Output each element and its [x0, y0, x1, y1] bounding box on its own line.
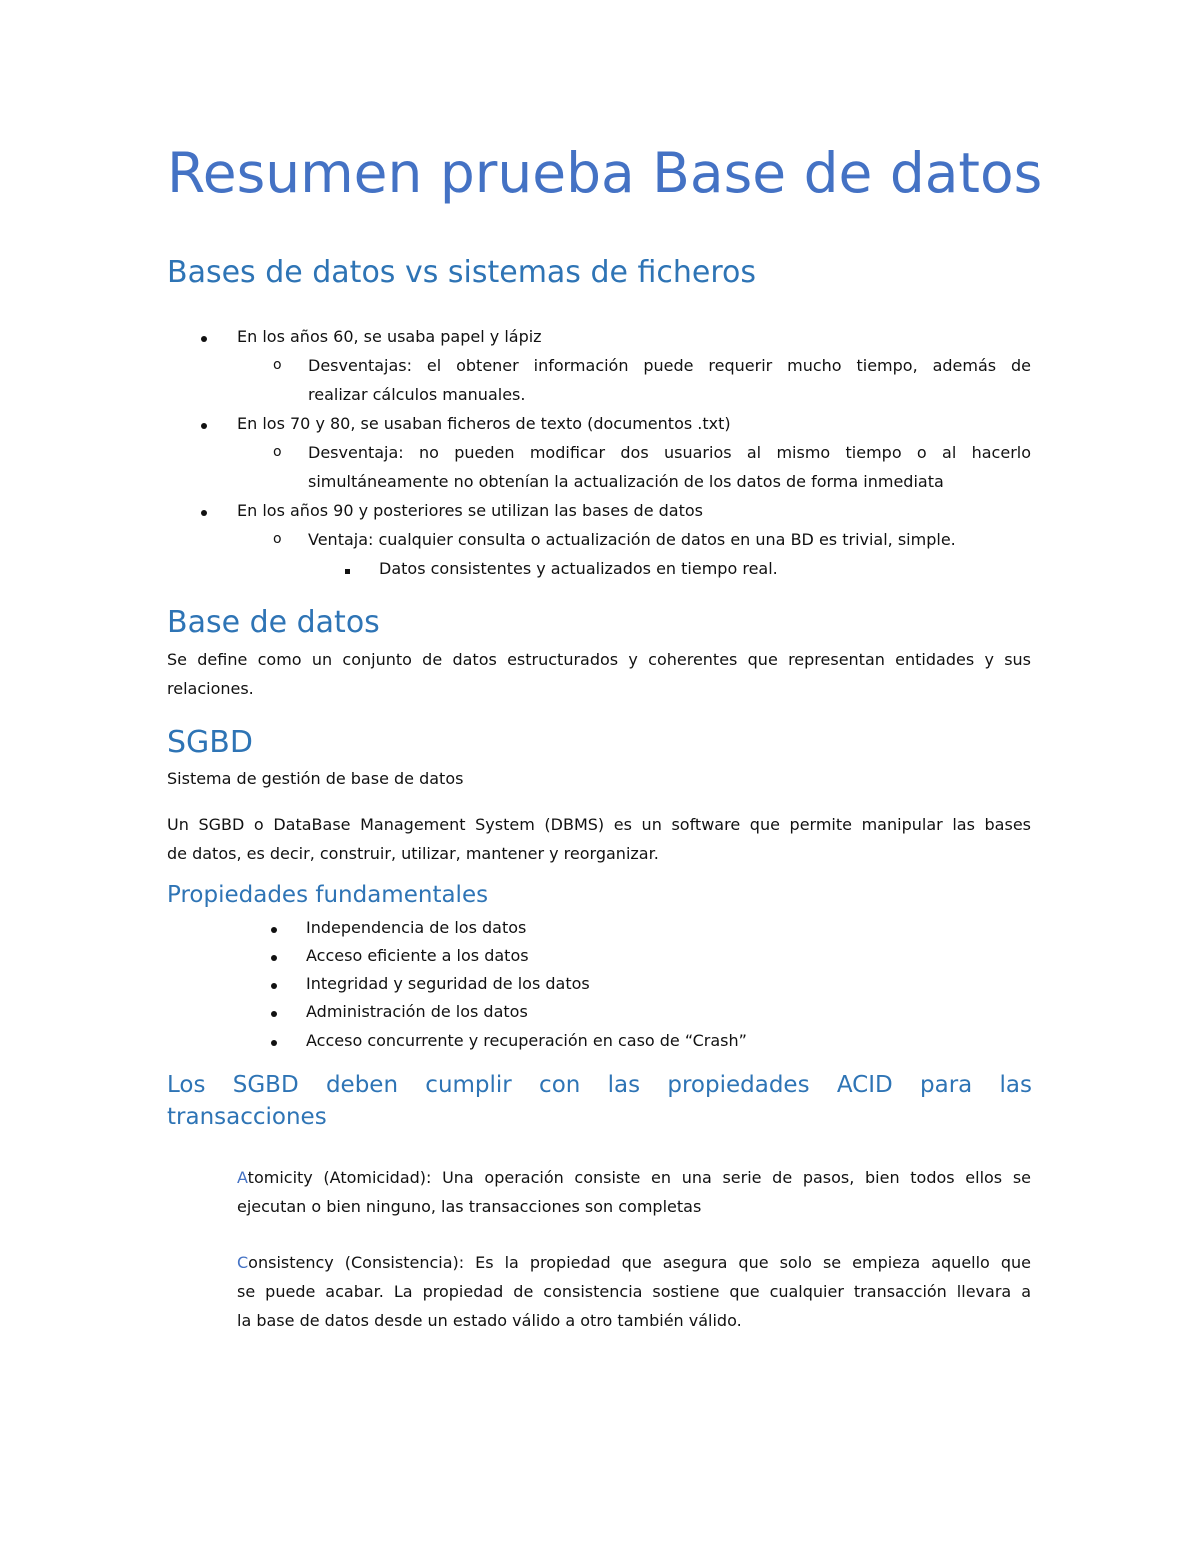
list-item: En los años 60, se usaba papel y lápiz — [237, 327, 542, 346]
heading-base-de-datos: Base de datos — [167, 605, 380, 640]
bullet-icon — [271, 997, 277, 1026]
property-item: Integridad y seguridad de los datos — [306, 974, 590, 993]
heading-acid: Los SGBD deben cumplir con las propiedades ACID para las — [167, 1072, 1032, 1098]
list-subitem-cont: simultáneamente no obtenían la actualización de los datos de forma inmediata — [308, 472, 944, 491]
sgbd-description: Un SGBD o DataBase Management System (DBMS) es un software que permite manipular las bases — [167, 815, 1031, 834]
definition-text-cont: relaciones. — [167, 679, 254, 698]
list-subsubitem: Datos consistentes y actualizados en tiempo real. — [379, 559, 778, 578]
bullet-icon — [271, 1026, 277, 1055]
bullet-icon — [271, 941, 277, 970]
list-subitem-cont: realizar cálculos manuales. — [308, 385, 526, 404]
bullet-icon — [201, 496, 207, 525]
bullet-icon — [271, 913, 277, 942]
circle-bullet-icon: o — [273, 444, 282, 460]
heading-sgbd: SGBD — [167, 725, 253, 760]
property-item: Acceso concurrente y recuperación en caso de “Crash” — [306, 1031, 747, 1050]
circle-bullet-icon: o — [273, 531, 282, 547]
acid-letter-a: A — [237, 1168, 248, 1187]
heading-acid-cont: transacciones — [167, 1104, 327, 1130]
list-item: En los años 90 y posteriores se utilizan las bases de datos — [237, 501, 703, 520]
definition-text: Se define como un conjunto de datos estructurados y coherentes que representan entidades y sus — [167, 650, 1031, 669]
list-subitem: Desventajas: el obtener información puede requerir mucho tiempo, además de — [308, 356, 1031, 375]
property-item: Administración de los datos — [306, 1002, 528, 1021]
bullet-icon — [201, 409, 207, 438]
atomicity-paragraph-cont: ejecutan o bien ninguno, las transacciones son completas — [237, 1197, 702, 1216]
property-item: Independencia de los datos — [306, 918, 527, 937]
list-subitem: Desventaja: no pueden modificar dos usuarios al mismo tiempo o al hacerlo — [308, 443, 1031, 462]
consistency-paragraph-cont: se puede acabar. La propiedad de consistencia sostiene que cualquier transacción llevara a — [237, 1282, 1031, 1301]
atomicity-paragraph: Atomicity (Atomicidad): Una operación consiste en una serie de pasos, bien todos ellos se — [237, 1168, 1031, 1187]
consistency-paragraph-end: la base de datos desde un estado válido a otro también válido. — [237, 1311, 742, 1330]
square-bullet-icon — [345, 554, 350, 583]
acid-letter-c: C — [237, 1253, 249, 1272]
heading-propiedades: Propiedades fundamentales — [167, 882, 489, 908]
sgbd-description-cont: de datos, es decir, construir, utilizar, mantener y reorganizar. — [167, 844, 659, 863]
heading-bases-vs-ficheros: Bases de datos vs sistemas de ficheros — [167, 255, 757, 290]
list-subitem: Ventaja: cualquier consulta o actualización de datos en una BD es trivial, simple. — [308, 530, 956, 549]
consistency-paragraph: Consistency (Consistencia): Es la propiedad que asegura que solo se empieza aquello que — [237, 1253, 1031, 1272]
document-title: Resumen prueba Base de datos — [167, 141, 1043, 205]
property-item: Acceso eficiente a los datos — [306, 946, 529, 965]
bullet-icon — [201, 322, 207, 351]
sgbd-subtitle: Sistema de gestión de base de datos — [167, 769, 464, 788]
bullet-icon — [271, 969, 277, 998]
list-item: En los 70 y 80, se usaban ficheros de texto (documentos .txt) — [237, 414, 731, 433]
circle-bullet-icon: o — [273, 357, 282, 373]
